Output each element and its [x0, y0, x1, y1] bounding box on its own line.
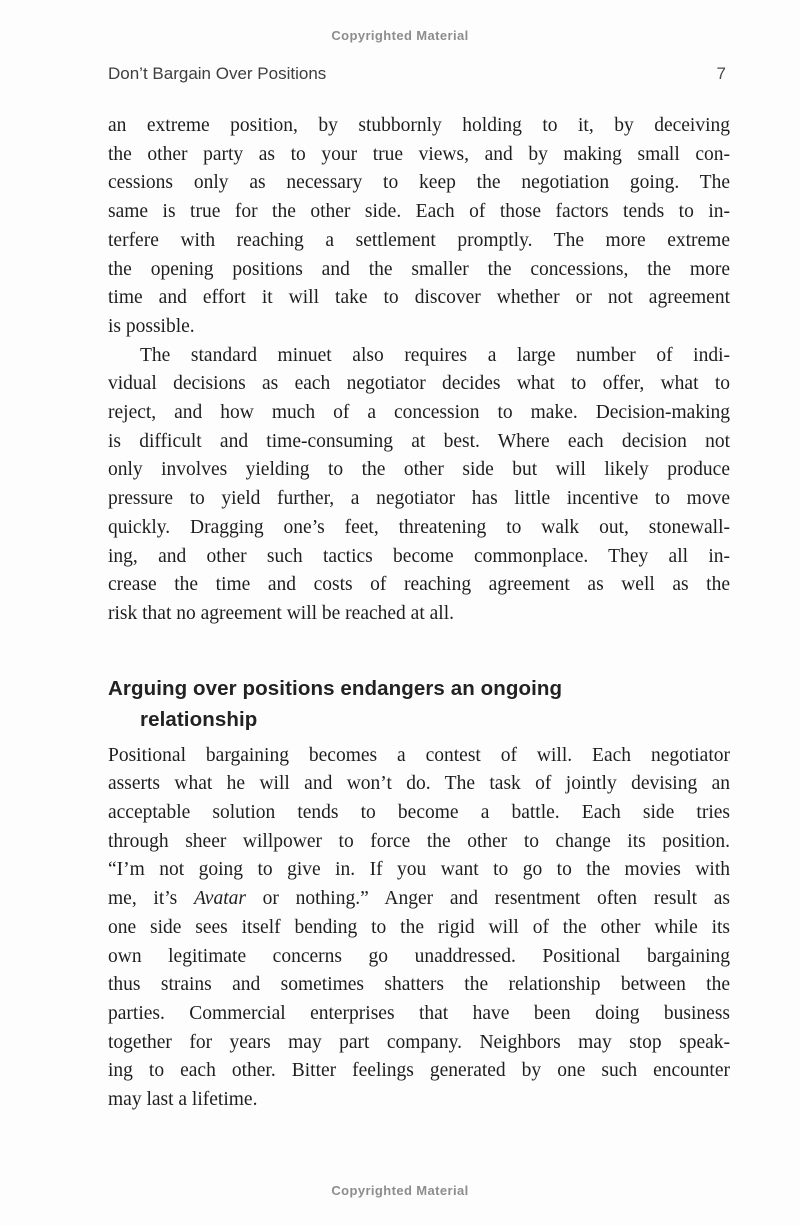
text-line: only involves yielding to the other side but will likely produce — [108, 459, 730, 481]
text-line — [108, 885, 730, 914]
text-line: same is true for the other side. Each of those factors tends to in- — [108, 201, 730, 223]
text-line: asserts what he will and won’t do. The task of jointly devising an — [108, 773, 730, 795]
text-line: may last a lifetime. — [108, 1089, 258, 1111]
italic-text: Avatar — [193, 888, 246, 910]
text-line: cessions only as necessary to keep the negotiation going. The — [108, 172, 730, 194]
text-line: is difficult and time-consuming at best. Where each decision not — [108, 430, 730, 452]
section-heading — [108, 673, 730, 735]
text-line: risk that no agreement will be reached at all. — [108, 602, 454, 624]
text-line: together for years may part company. Neighbors may stop speak- — [108, 1031, 730, 1053]
text-line: crease the time and costs of reaching agreement as well as the — [108, 574, 730, 596]
paragraph — [108, 742, 730, 1115]
text-line: parties. Commercial enterprises that have been doing business — [108, 1002, 730, 1024]
text-line: ing, and other such tactics become commonplace. They all in- — [108, 545, 730, 567]
paragraph — [108, 342, 730, 629]
text-line: is possible. — [108, 315, 195, 337]
text-line: relationship — [140, 707, 258, 731]
paragraph — [108, 112, 730, 342]
text-line: “I’m not going to give in. If you want to go to the movies with — [108, 859, 730, 881]
copyright-watermark-top: Copyrighted Material — [331, 28, 469, 43]
text-line: the opening positions and the smaller the concessions, the more — [108, 258, 730, 280]
copyright-watermark-bottom: Copyrighted Material — [331, 1183, 469, 1198]
text-line: The standard minuet also requires a large number of indi- — [140, 344, 730, 366]
text-line: the other party as to your true views, and by making small con- — [108, 143, 730, 165]
text-line: Positional bargaining becomes a contest of will. Each negotiator — [108, 744, 730, 766]
text-line: own legitimate concerns go unaddressed. Positional bargaining — [108, 945, 730, 967]
page-header — [108, 64, 726, 84]
text-line: one side sees itself bending to the rigid will of the other while its — [108, 916, 730, 938]
text-line: an extreme position, by stubbornly holding to it, by deceiving — [108, 115, 730, 136]
text-line: pressure to yield further, a negotiator has little incentive to move — [108, 488, 730, 510]
text-line: time and effort it will take to discover whether or not agreement — [108, 287, 730, 309]
text-line: ing to each other. Bitter feelings generated by one such encounter — [108, 1060, 730, 1082]
text-line: terfere with reaching a settlement promptly. The more extreme — [108, 229, 730, 251]
text-column — [108, 112, 730, 1115]
text-line: Arguing over positions endangers an ongoing — [108, 676, 563, 700]
text-line: acceptable solution tends to become a battle. Each side tries — [108, 802, 730, 824]
page-number: 7 — [716, 64, 726, 83]
text-line: quickly. Dragging one’s feet, threatening to walk out, stonewall- — [108, 516, 730, 538]
text-segment: or nothing.” Anger and resentment often result as — [245, 888, 730, 910]
text-line: reject, and how much of a concession to make. Decision-making — [108, 402, 730, 424]
text-line: through sheer willpower to force the other to change its position. — [108, 830, 730, 852]
text-line: thus strains and sometimes shatters the relationship between the — [108, 974, 730, 996]
chapter-title: Don’t Bargain Over Positions — [108, 64, 327, 83]
text-segment: me, it’s — [108, 888, 194, 910]
text-line: vidual decisions as each negotiator decides what to offer, what to — [108, 373, 730, 395]
